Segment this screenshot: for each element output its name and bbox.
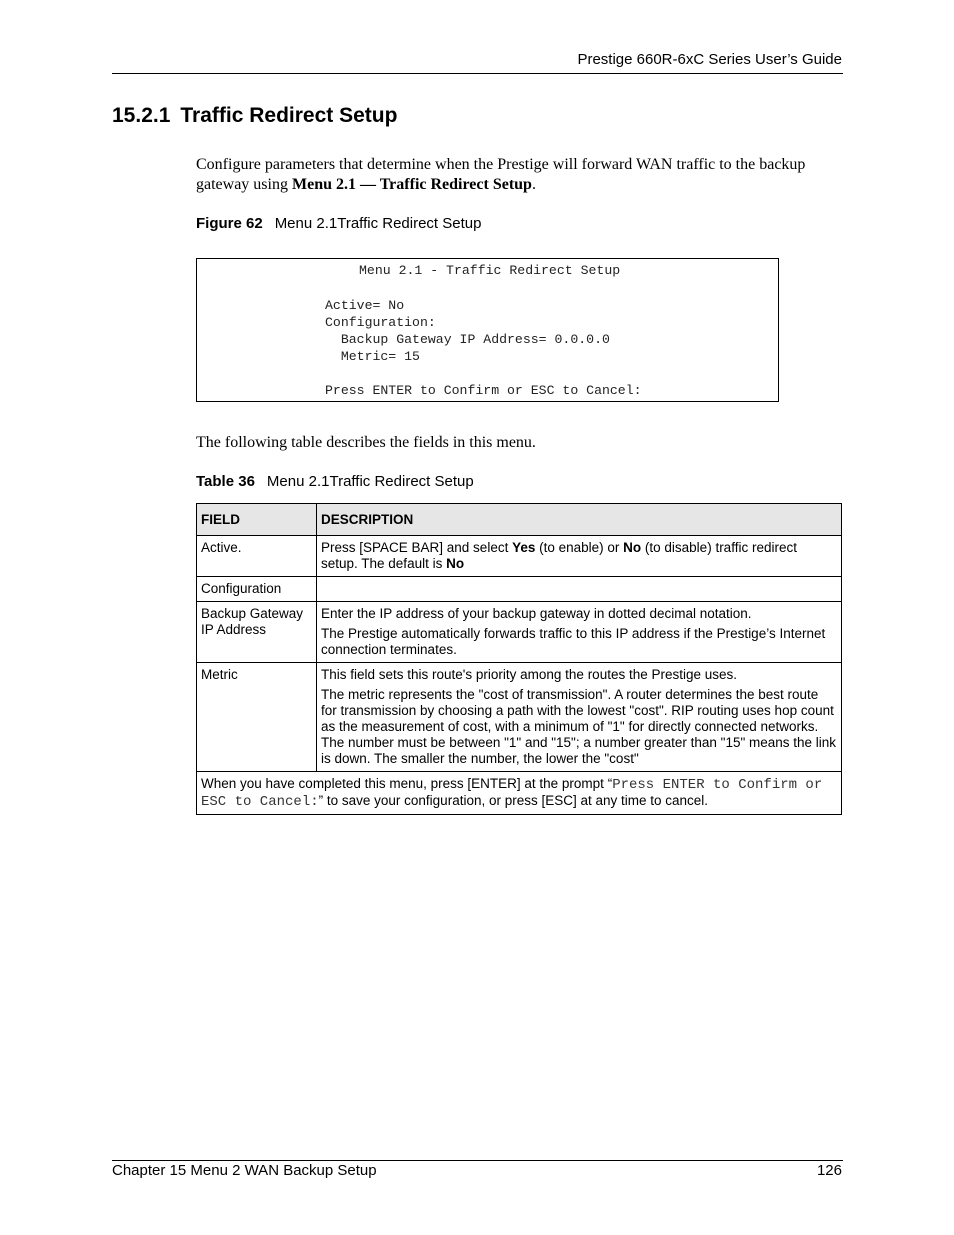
section-heading bbox=[112, 104, 397, 128]
table-row bbox=[197, 663, 842, 772]
desc-paragraph: This field sets this route's priority among the routes the Prestige uses. bbox=[321, 667, 738, 682]
description-cell bbox=[317, 663, 842, 772]
field-cell: Backup Gateway IP Address bbox=[197, 602, 317, 663]
figure-caption bbox=[196, 215, 481, 232]
desc-paragraph: The metric represents the "cost of transmission". A router determines the best route for transmission by choosing a path with the lowest "cost". RIP routing uses hop count as the measurement of cost, with a minimum of "1" for directly connected networks. The number must be between "1" and "15"; a number greater than "15" means the link is down. The smaller the number, the lower the "cost" bbox=[321, 687, 837, 766]
table-row bbox=[197, 577, 842, 602]
footer-note-text: When you have completed this menu, press [ENTER] at the prompt “ bbox=[201, 776, 613, 791]
figure-caption-text: Menu 2.1Traffic Redirect Setup bbox=[274, 215, 482, 232]
screen-configuration: Configuration: bbox=[325, 315, 436, 330]
footer-rule bbox=[112, 1160, 843, 1161]
desc-text: (to disable) traffic redirect setup. The default is bbox=[321, 540, 797, 571]
field-cell: Configuration bbox=[197, 577, 317, 602]
description-cell bbox=[317, 536, 842, 577]
desc-text: (to enable) or bbox=[535, 540, 624, 555]
table-caption bbox=[196, 473, 474, 490]
header-rule bbox=[112, 73, 843, 74]
intro-menu-name: Menu 2.1 — Traffic Redirect Setup bbox=[291, 176, 532, 193]
footer-note-prompt: Press ENTER to Confirm or ESC to Cancel: bbox=[201, 777, 823, 810]
desc-bold: Yes bbox=[512, 540, 536, 555]
table-intro-paragraph: The following table describes the fields in this menu. bbox=[196, 434, 536, 451]
screen-title: Menu 2.1 - Traffic Redirect Setup bbox=[359, 263, 621, 278]
desc-text: Press [SPACE BAR] and select bbox=[321, 540, 513, 555]
field-cell: Active. bbox=[197, 536, 317, 577]
header-description: DESCRIPTION bbox=[317, 504, 842, 536]
figure-label: Figure 62 bbox=[196, 215, 263, 232]
footer-note-text: ” to save your configuration, or press [ESC] at any time to cancel. bbox=[318, 793, 709, 808]
table-caption-text: Menu 2.1Traffic Redirect Setup bbox=[266, 473, 474, 490]
table-header-row bbox=[197, 504, 842, 536]
fields-table bbox=[196, 503, 842, 815]
intro-text-1: Configure parameters that determine when the Prestige will forward WAN traffic to the backup gateway using bbox=[196, 156, 806, 193]
section-number: 15.2.1 bbox=[112, 104, 171, 127]
page-number: 126 bbox=[816, 1162, 842, 1179]
screen-backup-gateway: Backup Gateway IP Address= 0.0.0.0 bbox=[325, 332, 610, 347]
table-row bbox=[197, 602, 842, 663]
description-cell bbox=[317, 602, 842, 663]
table-label: Table 36 bbox=[196, 473, 255, 490]
description-cell bbox=[317, 577, 842, 602]
field-cell: Metric bbox=[197, 663, 317, 772]
header-field: FIELD bbox=[197, 504, 317, 536]
section-title: Traffic Redirect Setup bbox=[180, 104, 398, 127]
footer-chapter: Chapter 15 Menu 2 WAN Backup Setup bbox=[112, 1162, 377, 1179]
table-row bbox=[197, 536, 842, 577]
desc-bold: No bbox=[446, 556, 465, 571]
desc-paragraph: Enter the IP address of your backup gateway in dotted decimal notation. bbox=[321, 606, 752, 621]
intro-text-2: . bbox=[531, 176, 536, 193]
table-footer-row bbox=[197, 772, 842, 815]
desc-bold: No bbox=[623, 540, 642, 555]
screen-active: Active= No bbox=[325, 298, 405, 313]
desc-paragraph: The Prestige automatically forwards traffic to this IP address if the Prestige’s Internet connection terminates. bbox=[321, 626, 826, 657]
menu-screen bbox=[196, 258, 779, 402]
table-footer-note bbox=[197, 772, 842, 815]
running-header: Prestige 660R-6xC Series User’s Guide bbox=[577, 51, 842, 68]
intro-paragraph bbox=[196, 155, 826, 195]
screen-prompt: Press ENTER to Confirm or ESC to Cancel: bbox=[325, 383, 642, 398]
screen-metric: Metric= 15 bbox=[325, 349, 420, 364]
